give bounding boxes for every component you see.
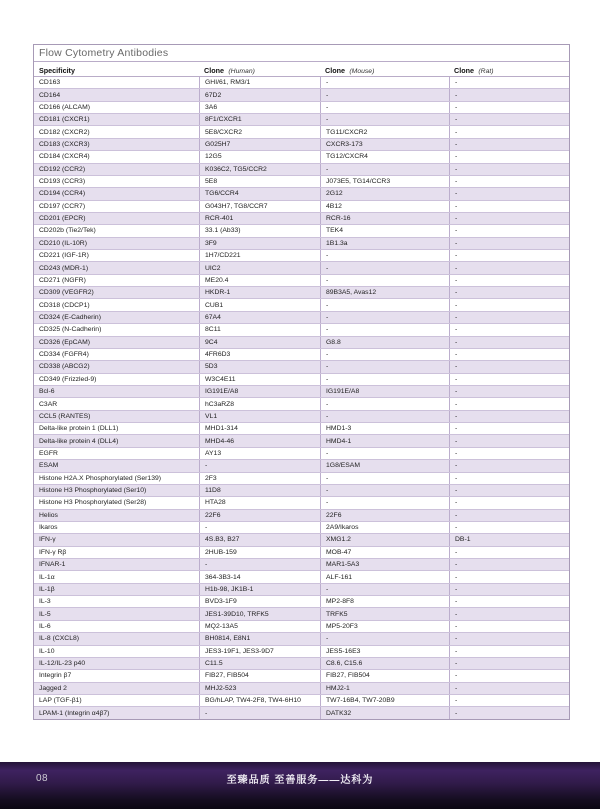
cell-clone-human: 4S.B3, B27 (199, 534, 320, 545)
cell-clone-human: UIC2 (199, 262, 320, 273)
cell-clone-mouse: JES5-16E3 (320, 646, 449, 657)
cell-clone-mouse: - (320, 349, 449, 360)
cell-clone-mouse: - (320, 448, 449, 459)
cell-clone-human: hC3aRZ8 (199, 398, 320, 409)
table-row (34, 459, 569, 471)
table-row (34, 632, 569, 644)
cell-specificity: Helios (39, 511, 58, 519)
cell-clone-human: C11.5 (199, 658, 320, 669)
cell-clone-rat: - (449, 485, 569, 496)
cell-specificity: CCL5 (RANTES) (39, 412, 91, 420)
cell-clone-rat: - (449, 435, 569, 446)
cell-clone-human: 22F6 (199, 510, 320, 521)
cell-clone-mouse: DATK32 (320, 707, 449, 718)
cell-clone-human: TG6/CCR4 (199, 188, 320, 199)
cell-specificity: CD309 (VEGFR2) (39, 289, 94, 297)
cell-clone-mouse: TG11/CXCR2 (320, 126, 449, 137)
cell-clone-human: 33.1 (Ab33) (199, 225, 320, 236)
cell-clone-human: - (199, 559, 320, 570)
table-row (34, 348, 569, 360)
cell-clone-mouse: - (320, 361, 449, 372)
cell-clone-human: 2HUB-159 (199, 547, 320, 558)
cell-specificity: CD349 (Frizzled-9) (39, 375, 97, 383)
cell-specificity: CD326 (EpCAM) (39, 338, 90, 346)
table-row (34, 175, 569, 187)
cell-clone-rat: - (449, 139, 569, 150)
table-row (34, 570, 569, 582)
table-row (34, 620, 569, 632)
cell-clone-rat: - (449, 275, 569, 286)
cell-specificity: C3AR (39, 400, 58, 408)
cell-clone-human: RCR-401 (199, 213, 320, 224)
cell-specificity: Histone H3 Phosphorylated (Ser28) (39, 499, 147, 507)
table-row (34, 509, 569, 521)
cell-specificity: CD334 (FGFR4) (39, 351, 89, 359)
antibody-table (33, 44, 570, 720)
cell-clone-rat: - (449, 361, 569, 372)
column-header-qualifier: (Human) (228, 68, 255, 75)
cell-specificity: CD325 (N-Cadherin) (39, 326, 102, 334)
cell-clone-human: MHD1-314 (199, 423, 320, 434)
cell-clone-human: HTA28 (199, 497, 320, 508)
cell-clone-mouse: MAR1-5A3 (320, 559, 449, 570)
cell-clone-mouse: - (320, 114, 449, 125)
cell-clone-human: G025H7 (199, 139, 320, 150)
cell-specificity: LPAM-1 (Integrin α4β7) (39, 709, 110, 717)
cell-clone-human: 2F3 (199, 473, 320, 484)
cell-specificity: Histone H3 Phosphorylated (Ser10) (39, 487, 147, 495)
cell-specificity: CD192 (CCR2) (39, 165, 86, 173)
cell-clone-human: - (199, 522, 320, 533)
table-row (34, 138, 569, 150)
cell-clone-mouse: - (320, 497, 449, 508)
table-row (34, 150, 569, 162)
cell-clone-rat: DB-1 (449, 534, 569, 545)
cell-specificity: Histone H2A.X Phosphorylated (Ser139) (39, 474, 162, 482)
cell-clone-mouse: - (320, 324, 449, 335)
cell-clone-human: BG/hLAP, TW4-2F8, TW4-6H10 (199, 695, 320, 706)
column-header-clone-human (199, 60, 320, 78)
cell-clone-mouse: XMG1.2 (320, 534, 449, 545)
table-row (34, 496, 569, 508)
cell-clone-mouse: - (320, 633, 449, 644)
cell-clone-human: 11D8 (199, 485, 320, 496)
cell-clone-mouse: MOB-47 (320, 547, 449, 558)
cell-specificity: CD197 (CCR7) (39, 202, 86, 210)
table-title: Flow Cytometry Antibodies (34, 45, 569, 62)
table-row (34, 546, 569, 558)
cell-clone-rat: - (449, 683, 569, 694)
cell-clone-rat: - (449, 77, 569, 88)
cell-clone-rat: - (449, 151, 569, 162)
table-row (34, 472, 569, 484)
cell-clone-mouse: MP2-8F8 (320, 596, 449, 607)
cell-clone-rat: - (449, 114, 569, 125)
column-header-label: Clone (325, 66, 345, 75)
cell-clone-human: 67A4 (199, 312, 320, 323)
table-row (34, 261, 569, 273)
cell-specificity: CD193 (CCR3) (39, 178, 86, 186)
cell-specificity: CD271 (NGFR) (39, 276, 86, 284)
table-row (34, 607, 569, 619)
cell-clone-mouse: - (320, 485, 449, 496)
cell-clone-human: MHJ2-523 (199, 683, 320, 694)
cell-clone-human: H1b-98, JK1B-1 (199, 584, 320, 595)
table-row (34, 336, 569, 348)
cell-clone-mouse: - (320, 473, 449, 484)
cell-specificity: CD163 (39, 79, 61, 87)
cell-specificity: CD181 (CXCR1) (39, 116, 90, 124)
column-header-label: Specificity (39, 66, 75, 75)
table-row (34, 533, 569, 545)
cell-clone-human: MQ2-13A5 (199, 621, 320, 632)
cell-specificity: CD221 (IGF-1R) (39, 252, 89, 260)
cell-clone-mouse: 89B3A5, Avas12 (320, 287, 449, 298)
cell-specificity: CD338 (ABCG2) (39, 363, 90, 371)
cell-specificity: CD202b (Tie2/Tek) (39, 227, 96, 235)
cell-specificity: CD243 (MDR-1) (39, 264, 89, 272)
cell-clone-mouse: 2G12 (320, 188, 449, 199)
cell-clone-human: GHI/61, RM3/1 (199, 77, 320, 88)
cell-clone-rat: - (449, 312, 569, 323)
column-header-clone-mouse (320, 60, 449, 78)
column-header-clone-rat (449, 60, 569, 78)
cell-clone-mouse: - (320, 374, 449, 385)
cell-clone-human: 364-3B3-14 (199, 571, 320, 582)
cell-clone-rat: - (449, 250, 569, 261)
cell-clone-mouse: TW7-16B4, TW7-20B9 (320, 695, 449, 706)
table-row (34, 323, 569, 335)
cell-clone-human: 3F9 (199, 238, 320, 249)
cell-clone-rat: - (449, 707, 569, 718)
cell-clone-rat: - (449, 423, 569, 434)
cell-clone-mouse: - (320, 312, 449, 323)
page-footer (0, 762, 600, 809)
table-row (34, 212, 569, 224)
cell-clone-rat: - (449, 646, 569, 657)
table-row (34, 385, 569, 397)
cell-clone-rat: - (449, 584, 569, 595)
cell-clone-mouse: - (320, 164, 449, 175)
cell-specificity: CD183 (CXCR3) (39, 140, 90, 148)
cell-clone-human: AY13 (199, 448, 320, 459)
cell-clone-mouse: ALF-161 (320, 571, 449, 582)
cell-clone-rat: - (449, 262, 569, 273)
table-row (34, 311, 569, 323)
cell-clone-mouse: IG191E/A8 (320, 386, 449, 397)
cell-clone-mouse: 22F6 (320, 510, 449, 521)
cell-clone-rat: - (449, 299, 569, 310)
cell-clone-rat: - (449, 126, 569, 137)
cell-clone-mouse: - (320, 250, 449, 261)
cell-clone-mouse: - (320, 89, 449, 100)
cell-clone-mouse: - (320, 398, 449, 409)
cell-specificity: Delta-like protein 4 (DLL4) (39, 437, 119, 445)
cell-clone-human: K036C2, TG5/CCR2 (199, 164, 320, 175)
cell-specificity: Bcl-6 (39, 388, 55, 396)
cell-clone-mouse: 2A9/Ikaros (320, 522, 449, 533)
cell-clone-human: W3C4E11 (199, 374, 320, 385)
cell-clone-mouse: TRFK5 (320, 608, 449, 619)
cell-clone-human: ME20.4 (199, 275, 320, 286)
cell-clone-mouse: - (320, 77, 449, 88)
cell-clone-rat: - (449, 225, 569, 236)
table-row (34, 163, 569, 175)
cell-specificity: IFN-γ (39, 536, 56, 544)
cell-clone-mouse: HMJ2-1 (320, 683, 449, 694)
table-row (34, 77, 569, 88)
cell-clone-human: 5D3 (199, 361, 320, 372)
table-row (34, 88, 569, 100)
cell-clone-rat: - (449, 411, 569, 422)
antibody-table-body (34, 77, 569, 719)
table-row (34, 237, 569, 249)
cell-clone-rat: - (449, 571, 569, 582)
table-row (34, 298, 569, 310)
cell-clone-rat: - (449, 201, 569, 212)
cell-clone-rat: - (449, 473, 569, 484)
column-header-qualifier: (Rat) (478, 68, 494, 75)
cell-clone-mouse: FIB27, FIB504 (320, 670, 449, 681)
cell-clone-rat: - (449, 386, 569, 397)
table-row (34, 125, 569, 137)
cell-specificity: CD166 (ALCAM) (39, 103, 90, 111)
cell-clone-rat: - (449, 460, 569, 471)
cell-specificity: IL-12/IL-23 p40 (39, 660, 86, 668)
cell-clone-mouse: - (320, 275, 449, 286)
table-row (34, 583, 569, 595)
table-row (34, 558, 569, 570)
cell-clone-mouse: - (320, 102, 449, 113)
table-row (34, 360, 569, 372)
cell-clone-rat: - (449, 633, 569, 644)
cell-clone-human: JES3-19F1, JES3-9D7 (199, 646, 320, 657)
cell-clone-rat: - (449, 398, 569, 409)
table-row (34, 657, 569, 669)
cell-specificity: IL-6 (39, 622, 51, 630)
cell-clone-mouse: C8.6, C15.6 (320, 658, 449, 669)
cell-clone-human: 8F1/CXCR1 (199, 114, 320, 125)
table-row (34, 682, 569, 694)
cell-clone-mouse: MP5-20F3 (320, 621, 449, 632)
table-row (34, 645, 569, 657)
cell-clone-mouse: 4B12 (320, 201, 449, 212)
cell-clone-mouse: TEK4 (320, 225, 449, 236)
cell-specificity: Delta-like protein 1 (DLL1) (39, 425, 119, 433)
table-row (34, 286, 569, 298)
cell-clone-rat: - (449, 497, 569, 508)
cell-clone-human: 12G5 (199, 151, 320, 162)
cell-clone-human: - (199, 460, 320, 471)
cell-specificity: IL-5 (39, 610, 51, 618)
cell-clone-human: CUB1 (199, 299, 320, 310)
cell-clone-rat: - (449, 695, 569, 706)
cell-clone-rat: - (449, 164, 569, 175)
table-row (34, 249, 569, 261)
cell-specificity: CD210 (IL-10R) (39, 239, 87, 247)
cell-clone-rat: - (449, 448, 569, 459)
cell-clone-rat: - (449, 559, 569, 570)
table-row (34, 447, 569, 459)
page-number: 08 (36, 773, 49, 784)
cell-clone-rat: - (449, 522, 569, 533)
cell-clone-mouse: - (320, 411, 449, 422)
cell-clone-rat: - (449, 89, 569, 100)
table-row (34, 706, 569, 718)
cell-specificity: CD318 (CDCP1) (39, 301, 90, 309)
cell-clone-human: 8C11 (199, 324, 320, 335)
cell-clone-human: 4FR6D3 (199, 349, 320, 360)
table-row (34, 521, 569, 533)
cell-specificity: CD182 (CXCR2) (39, 128, 90, 136)
cell-clone-human: G043H7, TG8/CCR7 (199, 201, 320, 212)
table-row (34, 101, 569, 113)
cell-clone-human: - (199, 707, 320, 718)
table-row (34, 373, 569, 385)
table-row (34, 669, 569, 681)
cell-clone-human: 5E8 (199, 176, 320, 187)
cell-clone-mouse: - (320, 584, 449, 595)
cell-specificity: IL-1β (39, 585, 55, 593)
cell-specificity: ESAM (39, 462, 59, 470)
cell-clone-rat: - (449, 213, 569, 224)
cell-clone-mouse: - (320, 299, 449, 310)
cell-clone-rat: - (449, 621, 569, 632)
cell-clone-rat: - (449, 596, 569, 607)
column-header-label: Clone (204, 66, 224, 75)
cell-clone-mouse: RCR-16 (320, 213, 449, 224)
table-row (34, 274, 569, 286)
cell-clone-rat: - (449, 176, 569, 187)
cell-specificity: IL-10 (39, 647, 55, 655)
cell-specificity: CD324 (E-Cadherin) (39, 314, 101, 321)
cell-specificity: CD184 (CXCR4) (39, 153, 90, 161)
cell-clone-mouse: HMD1-3 (320, 423, 449, 434)
table-row (34, 434, 569, 446)
cell-clone-rat: - (449, 349, 569, 360)
cell-specificity: Integrin β7 (39, 672, 72, 680)
cell-clone-rat: - (449, 510, 569, 521)
table-row (34, 484, 569, 496)
cell-specificity: CD164 (39, 91, 61, 99)
cell-clone-mouse: CXCR3-173 (320, 139, 449, 150)
cell-specificity: IL-1α (39, 573, 55, 581)
cell-specificity: LAP (TGF-β1) (39, 697, 82, 705)
cell-clone-rat: - (449, 670, 569, 681)
column-header-label: Clone (454, 66, 474, 75)
cell-clone-rat: - (449, 102, 569, 113)
cell-clone-human: VL1 (199, 411, 320, 422)
cell-clone-human: BH0814, E8N1 (199, 633, 320, 644)
cell-clone-mouse: 1G8/ESAM (320, 460, 449, 471)
cell-clone-human: 1H7/CD221 (199, 250, 320, 261)
table-row (34, 224, 569, 236)
cell-specificity: IFN-γ Rβ (39, 548, 67, 556)
table-row (34, 187, 569, 199)
cell-clone-mouse: HMD4-1 (320, 435, 449, 446)
table-row (34, 595, 569, 607)
cell-specificity: CD194 (CCR4) (39, 190, 86, 198)
cell-clone-human: MHD4-46 (199, 435, 320, 446)
table-row (34, 200, 569, 212)
cell-specificity: CD201 (EPCR) (39, 215, 86, 223)
cell-clone-rat: - (449, 188, 569, 199)
cell-clone-human: HKDR-1 (199, 287, 320, 298)
cell-clone-human: 5E8/CXCR2 (199, 126, 320, 137)
cell-clone-rat: - (449, 238, 569, 249)
column-header-qualifier: (Mouse) (349, 68, 375, 75)
cell-clone-human: 67D2 (199, 89, 320, 100)
cell-clone-mouse: TG12/CXCR4 (320, 151, 449, 162)
cell-clone-rat: - (449, 287, 569, 298)
cell-specificity: IL-3 (39, 598, 51, 606)
cell-specificity: Jagged 2 (39, 684, 67, 692)
cell-clone-human: JES1-39D10, TRFK5 (199, 608, 320, 619)
table-row (34, 422, 569, 434)
cell-specificity: EGFR (39, 449, 58, 457)
cell-clone-human: 3A6 (199, 102, 320, 113)
table-row (34, 397, 569, 409)
cell-specificity: Ikaros (39, 524, 58, 532)
cell-clone-mouse: J073E5, TG14/CCR3 (320, 176, 449, 187)
cell-clone-rat: - (449, 608, 569, 619)
cell-clone-mouse: 1B1.3a (320, 238, 449, 249)
column-header-specificity (34, 60, 199, 78)
footer-slogan: 至臻品质 至善服务——达科为 (226, 775, 374, 786)
cell-specificity: IFNAR-1 (39, 561, 66, 569)
cell-clone-rat: - (449, 547, 569, 558)
cell-specificity: IL-8 (CXCL8) (39, 635, 80, 643)
cell-clone-rat: - (449, 324, 569, 335)
table-row (34, 410, 569, 422)
cell-clone-human: IG191E/A8 (199, 386, 320, 397)
table-header-row (34, 62, 569, 77)
cell-clone-human: FIB27, FIB504 (199, 670, 320, 681)
cell-clone-rat: - (449, 374, 569, 385)
cell-clone-human: BVD3-1F9 (199, 596, 320, 607)
table-row (34, 113, 569, 125)
cell-clone-rat: - (449, 337, 569, 348)
table-row (34, 694, 569, 706)
cell-clone-mouse: - (320, 262, 449, 273)
cell-clone-human: 9C4 (199, 337, 320, 348)
cell-clone-mouse: G8.8 (320, 337, 449, 348)
cell-clone-rat: - (449, 658, 569, 669)
